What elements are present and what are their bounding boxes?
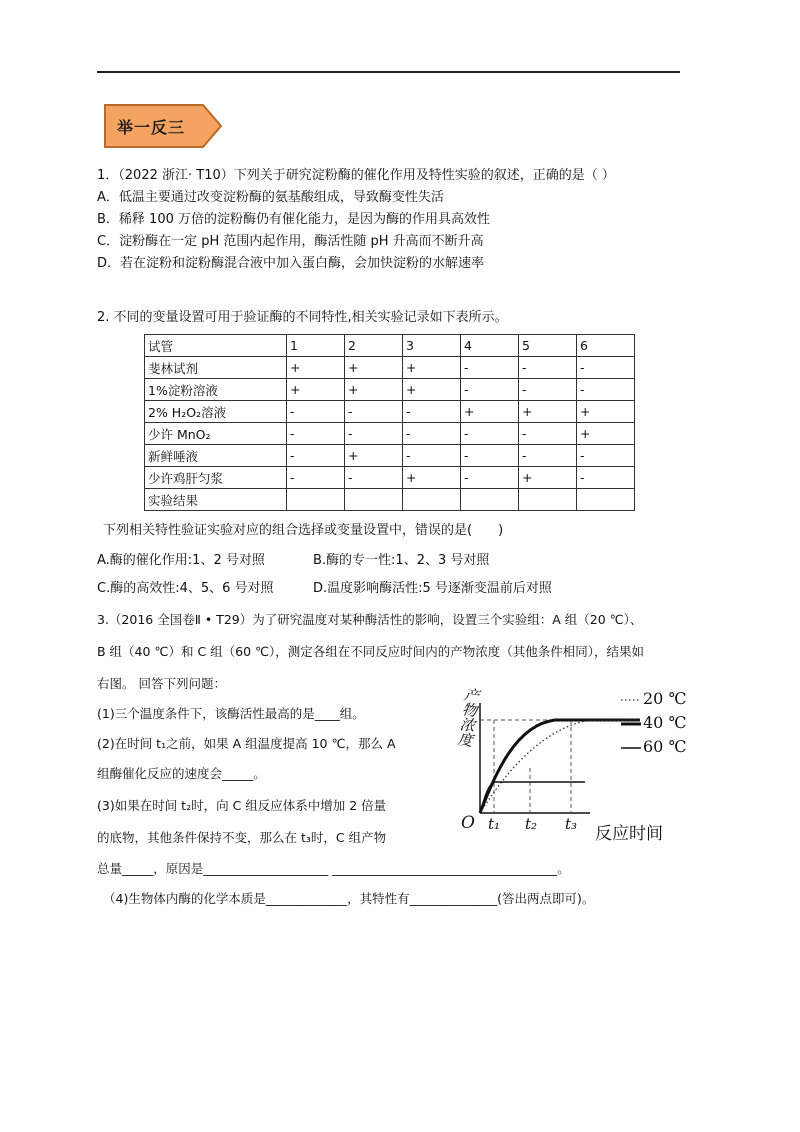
table-row [145,401,635,423]
legend-label-40c: 40 ℃ [643,713,687,732]
table-cell [519,489,577,511]
banner-label: 举一反三 [117,118,186,137]
curve-40c [480,720,640,813]
table-cell: + [519,401,577,423]
graph-tick-t1: t₁ [488,815,501,833]
table-header-cell: 2 [345,335,403,357]
q3-line: 右图。 回答下列问题： [97,676,226,691]
table-cell: - [287,423,345,445]
table-cell: - [403,401,461,423]
table-cell: + [403,467,461,489]
q1-option-b: B．稀释 100 万倍的淀粉酶仍有催化能力，是因为酶的作用具高效性 [97,212,490,227]
table-cell: - [519,423,577,445]
table-cell: - [461,445,519,467]
table-cell: 1%淀粉溶液 [145,379,287,401]
q3-line: 组酶催化反应的速度会_____。 [97,766,266,781]
table-row [145,357,635,379]
table-cell: + [287,379,345,401]
curve-20c [480,720,640,813]
table-cell [461,489,519,511]
table-header-cell: 试管 [145,335,287,357]
q1-option-d: D．若在淀粉和淀粉酶混合液中加入蛋白酶，会加快淀粉的水解速率 [97,256,485,271]
table-cell: 少许鸡肝匀浆 [145,467,287,489]
table-cell: - [577,357,635,379]
table-cell: - [345,467,403,489]
table-cell: - [403,445,461,467]
table-cell: + [403,357,461,379]
table-cell: - [519,445,577,467]
q3-line: 的底物，其他条件保持不变，那么在 t₃时，C 组产物 [97,830,387,845]
q3-line: 总量_____，原因是____________________ ____________________________________。 [97,861,570,876]
graph-xlabel: 反应时间 [595,824,663,844]
q3-line: B 组（40 ℃）和 C 组（60 ℃），测定各组在不同反应时间内的产物浓度（其他条件相同），结果如 [97,644,645,659]
table-cell: - [461,423,519,445]
table-header-row [145,335,635,357]
table-header-cell: 5 [519,335,577,357]
table-cell: - [577,445,635,467]
section-banner [103,103,223,149]
legend-label-20c: 20 ℃ [643,689,687,708]
table-cell: + [577,423,635,445]
table-cell: + [403,379,461,401]
q3-line: (3)如果在时间 t₂时，向 C 组反应体系中增加 2 倍量 [97,798,387,813]
q1-option-c: C．淀粉酶在一定 pH 范围内起作用，酶活性随 pH 升高而不断升高 [97,234,484,249]
table-cell: + [577,401,635,423]
q3-line: (2)在时间 t₁之前，如果 A 组温度提高 10 ℃，那么 A [97,736,396,751]
table-cell: - [287,467,345,489]
table-row [145,489,635,511]
q3-line: 3.（2016 全国卷Ⅱ • T29）为了研究温度对某种酶活性的影响，设置三个实验组：A 组（20 ℃）、 [97,612,643,627]
top-rule [97,71,680,73]
graph-tick-t2: t₂ [525,815,538,833]
table-cell: - [345,401,403,423]
table-cell [287,489,345,511]
graph-tick-t3: t₃ [565,815,578,833]
curve-60c [480,782,585,813]
table-cell: - [577,467,635,489]
table-header-cell: 3 [403,335,461,357]
table-cell: 斐林试剂 [145,357,287,379]
q2-option-c: C.酶的高效性:4、5、6 号对照 [97,581,274,596]
table-cell: + [287,357,345,379]
q1-stem: 1．（2022 浙江· T10）下列关于研究淀粉酶的催化作用及特性实验的叙述，正确的是（ ） [97,168,615,183]
table-header-cell: 6 [577,335,635,357]
table-cell: - [345,423,403,445]
table-cell: - [577,379,635,401]
graph-origin: O [461,813,475,833]
table-row [145,467,635,489]
q1-option-a: A．低温主要通过改变淀粉酶的氨基酸组成，导致酶变性失活 [97,190,444,205]
table-cell: 少许 MnO₂ [145,423,287,445]
table-cell: - [519,357,577,379]
table-row [145,445,635,467]
graph-ylabel: 产物浓度 [454,685,482,748]
table-cell [345,489,403,511]
table-cell: - [461,379,519,401]
table-header-cell: 4 [461,335,519,357]
q2-option-a: A.酶的催化作用:1、2 号对照 [97,553,265,568]
table-header-cell: 1 [287,335,345,357]
table-cell: + [345,357,403,379]
table-cell: + [345,379,403,401]
table-cell: + [461,401,519,423]
table-cell: - [519,379,577,401]
product-concentration-graph [455,685,695,850]
q2-stem: 2. 不同的变量设置可用于验证酶的不同特性,相关实验记录如下表所示。 [97,310,508,325]
q2-question: 下列相关特性验证实验对应的组合选择或变量设置中，错误的是( ) [103,523,504,538]
q3-line: （4)生物体内酶的化学本质是_____________，其特性有______________(答出两点即可)。 [103,891,595,906]
table-cell: - [403,423,461,445]
table-cell: - [287,445,345,467]
table-cell: - [461,357,519,379]
table-cell: - [287,401,345,423]
q2-option-b: B.酶的专一性:1、2、3 号对照 [313,553,490,568]
q2-option-d: D.温度影响酶活性:5 号逐渐变温前后对照 [313,581,552,596]
table-cell: - [461,467,519,489]
table-cell: 2% H₂O₂溶液 [145,401,287,423]
experiment-table [144,334,635,511]
table-row [145,379,635,401]
table-cell [577,489,635,511]
table-cell [403,489,461,511]
table-cell: + [345,445,403,467]
table-cell: + [519,467,577,489]
table-cell: 实验结果 [145,489,287,511]
table-row [145,423,635,445]
legend-label-60c: 60 ℃ [643,737,687,756]
table-cell: 新鲜唾液 [145,445,287,467]
q3-line: (1)三个温度条件下，该酶活性最高的是____组。 [97,706,365,721]
